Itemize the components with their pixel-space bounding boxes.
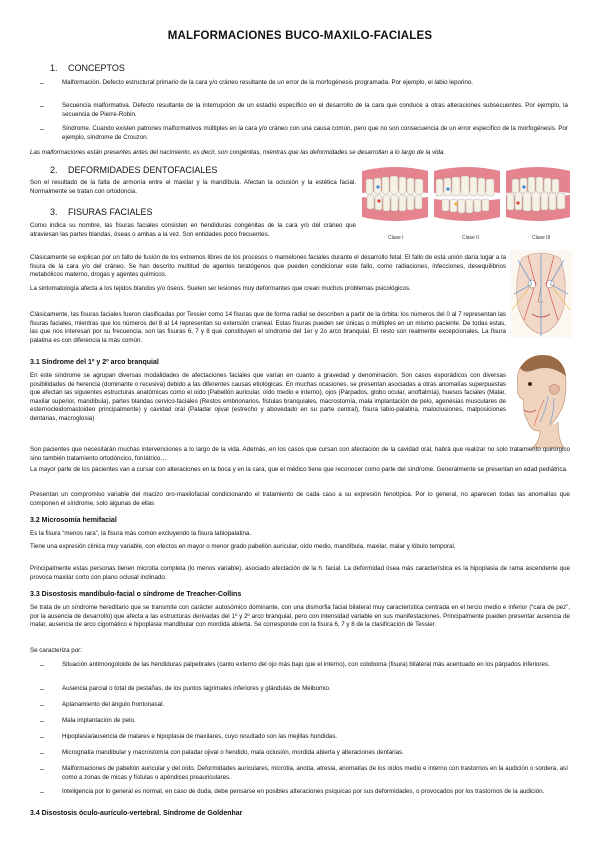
subsection-3-1-paragraph-3: La mayor parte de los pacientes van a cursar con alteraciones en la boca y en la cara, que el médico tiene que reconocer como parte del síndrome. Generalmente se presentan en edad pediátrica. — [30, 466, 568, 473]
characteristic-item: Mala implantación de pelo. — [62, 717, 136, 724]
concept-sindrome: Síndrome. Cuando existen patrones malformativos múltiples en la cara y/o cráneo con una causa común, pero que no son consecuencia de un error específico de la morfogénesis. Por ejemplo, síndrome de Crouzon. — [62, 125, 568, 141]
class-2-teeth — [434, 167, 500, 221]
bullet-dash: – — [40, 126, 44, 133]
characteristic-item: Hipoplasia/ausencia de malares e hipoplasia de maxilares, cuyo resultado son las mejillas hundidas. — [62, 733, 338, 740]
subsection-3-1-heading: 3.1 Síndrome del 1º y 2º arco branquial — [30, 359, 159, 366]
bullet-dash: – — [40, 766, 44, 773]
concepts-note: Las malformaciones están presentes antes del nacimiento, es decir, son congénitas, mientras que las deformidades se desarrollan a lo largo de la vida. — [30, 149, 446, 156]
concept-secuencia: Secuencia malformativa. Defecto resultante de la interrupción de un estadío específico en el desarrollo de la cara que conduce a otras alteraciones subsecuentes. Por ejemplo, la secuencia de Pierre-Robin. — [62, 102, 568, 118]
bullet-dash: – — [40, 80, 44, 87]
dental-occlusion-classes-figure — [360, 163, 572, 235]
section-1-heading: CONCEPTOS — [68, 63, 125, 73]
subsection-3-3-heading: 3.3 Disostosis mandíbulo-facial o síndrome de Treacher-Collins — [30, 591, 242, 598]
characteristic-item: Malformaciones de pabellón auricular y del oído. Deformidades auriculares, microtia, anotia, atresia, anomalías de los oídos medio e interno con trastornos en la audición o sordera, así como a zonas de micas y fístulas o apéndices preauriculares. — [62, 765, 568, 781]
section-3-number: 3. — [50, 207, 58, 217]
section-3-paragraph-2: Clásicamente se explican por un fallo de fusión de los extremos libres de los procesos o mamelones faciales durante el desarrollo fetal. El fallo de esta unión daría lugar a la fisura de la cara y/o del cráneo. Se han descrito multitud de agentes teratógenos que pueden condicionar este fallo, como radiaciones, infecciones, desequilibrios metabólicos materno, drogas y agentes químicos. — [30, 254, 506, 279]
bullet-dash: – — [40, 750, 44, 757]
characteristic-item: Inteligencia por lo general es normal, en caso de duda, debe pensarse en posibles alteraciones psíquicas por sus deformidades, o provocados por los trastornos de la audición. — [62, 788, 545, 795]
section-2-text: Son el resultado de la falta de armonía entre el maxilar y la mandíbula. Afectan la oclusión y la estética facial. Normalmente se tratan con ortodoncia. — [30, 179, 356, 195]
section-2-heading: DEFORMIDADES DENTOFACIALES — [68, 165, 218, 175]
subsection-3-1-paragraph-2: Son pacientes que necesitarán muchas intervenciones a lo largo de la vida. Además, en los casos que cursan con afectación de la cavidad oral, habrá que realizar no solo tratamiento quirúrgico sino también tratamiento ortodóncico, fonIátrico… — [30, 446, 570, 462]
subsection-3-3-intro: Se caracteriza por: — [30, 647, 82, 654]
bullet-dash: – — [40, 103, 44, 110]
characteristic-item: Situación antimongoloide de las hendiduras palpebrales (canto externo del ojo más bajo que el interno), con coloboma (fisura) bilateral más acentuado en los párpados inferiores. — [62, 661, 550, 668]
subsection-3-1-paragraph-4: Presentan un compromiso variable del macizo oro-maxilofacial condicionando el tratamiento de cada caso a su expresión fenotípica. Por lo general, no aparecen todas las anomalías que componen el síndrome, solo algunas de ellas — [30, 491, 570, 507]
section-1-number: 1. — [50, 63, 58, 73]
concept-malformacion: Malformación. Defecto estructural primario de la cara y/o cráneo resultante de un error de la morfogénesis programada. Por ejemplo, el labio leporino. — [62, 79, 473, 86]
bullet-dash: – — [40, 702, 44, 709]
bullet-dash: – — [40, 662, 44, 669]
subsection-3-2-heading: 3.2 Microsomía hemifacial — [30, 517, 117, 524]
bullet-dash: – — [40, 789, 44, 796]
section-3-paragraph-3: La sintomatología afecta a los tejidos blandos y/o óseos. Suelen ser lesiones muy deformantes que crean muchos problemas psicológicos. — [30, 285, 411, 292]
class-1-teeth — [362, 167, 428, 221]
tessier-classification-diagram — [510, 250, 572, 338]
characteristic-item: Aplanamiento del ángulo frontonasal. — [62, 701, 165, 708]
page-title: MALFORMACIONES BUCO-MAXILO-FACIALES — [167, 30, 433, 42]
caption-class-2: Clase II — [462, 235, 479, 241]
section-3-paragraph-4: Clásicamente, las fisuras faciales fueron clasificadas por Tessier como 14 fisuras que de forma radial se describen a partir de la órbita: los números del 0 al 7 representan las fisuras faciales, mientras que los números del 8 al 14 representan su extensión craneal. Estas fisuras pueden ser únicas o múltiples en un mismo paciente. De todas estas, las que nos interesan por su frecuencia, son las fisuras 6, 7 y 8 que constituyen el síndrome del 1er y 2o arco branquial. El resto son realmente excepcionales. La fisura palatina es con diferencia la más común. — [30, 311, 506, 344]
caption-class-3: Clase III — [532, 235, 551, 241]
subsection-3-2-paragraph-3: Principalmente estas personas tienen microtia completa (lo menos variable), asociado afectación de la h. facial. La deformidad ósea más característica es la hipoplasia de rama ascendente que provoca maxilar corto con plano oclusal inclinado. — [30, 565, 570, 581]
branchial-arch-syndrome-illustration — [510, 350, 572, 450]
subsection-3-2-paragraph-2: Tiene una expresión clínica muy variable, con efectos en mayor o menor grado pabellón auricular, oído medio, mandíbula, maxilar, malar y lóbulo temporal. — [30, 543, 456, 550]
characteristic-item: Ausencia parcial o total de pestañas, de los puntos lagrimales inferiores y glándulas de Meibomio. — [62, 685, 331, 692]
section-3-heading: FISURAS FACIALES — [68, 207, 153, 217]
section-2-number: 2. — [50, 165, 58, 175]
bullet-dash: – — [40, 686, 44, 693]
bullet-dash: – — [40, 734, 44, 741]
section-3-paragraph-1: Como indica su nombre, las fisuras faciales consisten en hendiduras congénitas de la cara y/o del cráneo que atraviesan las partes blandas, óseas o ambas a la vez. Son entidades poco frecuentes. — [30, 222, 356, 238]
subsection-3-4-heading: 3.4 Disostosis óculo-aurículo-vertebral. Síndrome de Goldenhar — [30, 810, 243, 817]
subsection-3-1-paragraph-1: En este síndrome se agrupan diversas modalidades de afectaciones faciales que varían en cuanto a gravedad y denominación. Son casos esporádicos con diversas posibilidades de herencia (dominante o recesiva) debido a las diferentes causas etiológicas. En muchas ocasiones, se presentan asociadas a otras anomalías superpuestas que afectan las siguientes estructuras anatómicas como el oído (Pabellón auricular, oído medio e interno), ojos (Párpados, globo ocular, anoftalmía), huesos faciales (Malar, maxilar superior, mandíbula), partes blandas cervico-faciales (Restos embrionarios, fístulas branquiales, macrostomía, mala implantación de pelo, agenesias musculares de esternocleidomastoideo principalmente) y cavidad oral (Paladar ojival (estrecho y abovedado en su parte central), fisura labio-palatina, maloclusiones, malposiciones dentarias, macroglosia) — [30, 372, 506, 422]
caption-class-1: Clase I — [388, 235, 404, 241]
characteristic-item: Micrognatia mandibular y macrostomía con paladar ojival o hendido, mala oclusión, mordida abierta y alteraciones dentarias. — [62, 749, 404, 756]
class-3-teeth — [506, 167, 570, 221]
subsection-3-3-paragraph-1: Se trata de un síndrome hereditario que se transmite con carácter autosómico dominante, con una dismorfia facial bilateral muy característica centrada en el tercio medio e inferior (“cara de pez”, por la ausencia de desarrollo) que afecta a las estructuras derivadas del 1º y 2º arco branquial, pero con intensidad variable en sus manifestaciones. Principalmente pueden presentar ausencia de malar, ausencia de arco cigomático e hipoplasia mandibular con mordida abierta. Se corresponde con la fisura 6, 7 y 8 de la clasificación de Tessier. — [30, 604, 570, 629]
subsection-3-2-paragraph-1: Es la fisura “menos rara”, la fisura más común excluyendo la fisura labiopalatina. — [30, 530, 252, 537]
bullet-dash: – — [40, 718, 44, 725]
